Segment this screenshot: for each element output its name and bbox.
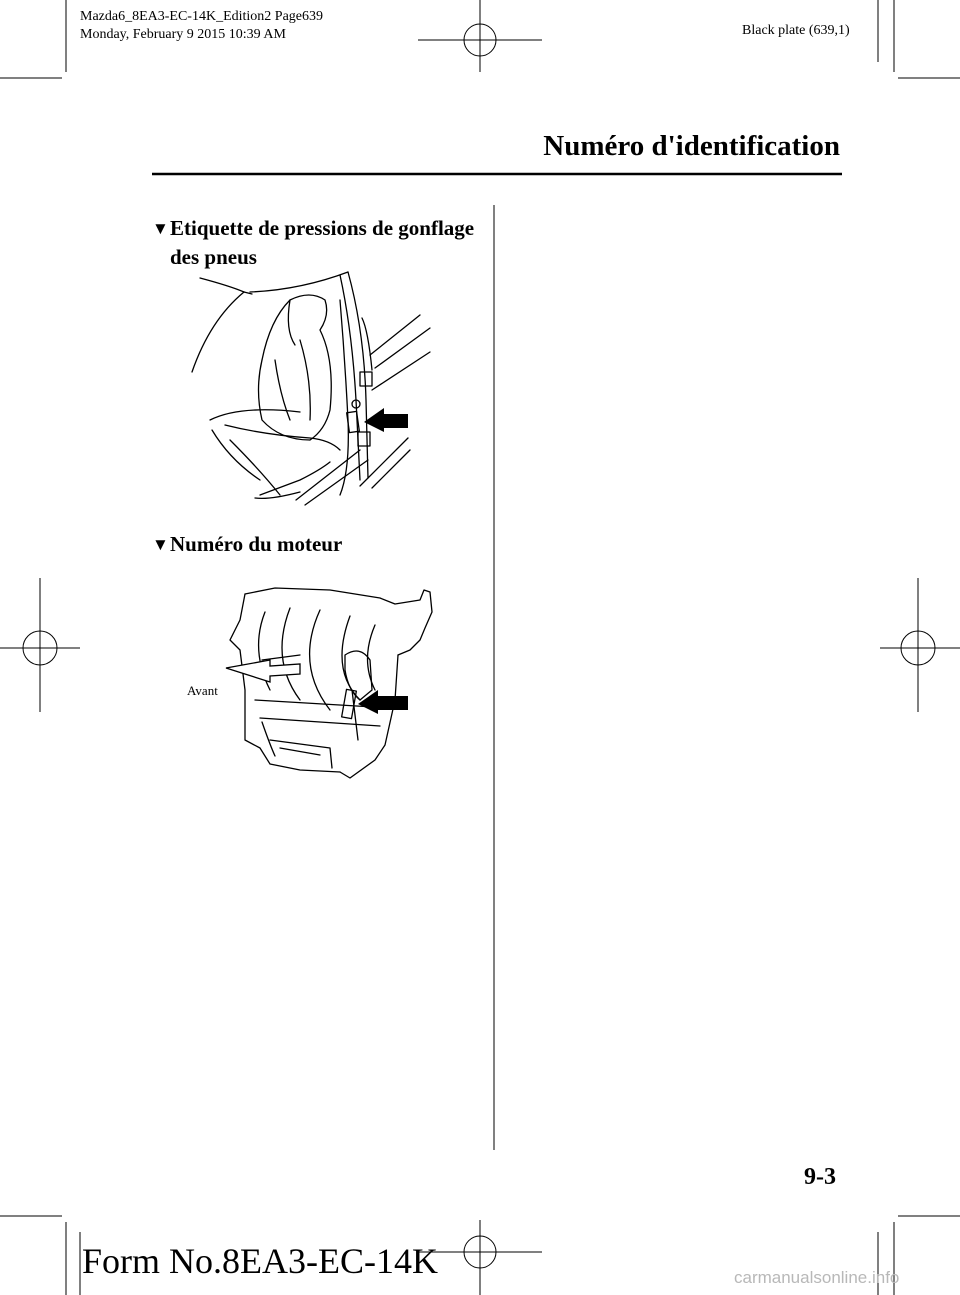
- file-date: Monday, February 9 2015 10:39 AM: [80, 27, 286, 42]
- triangle-down-icon: ▼: [152, 219, 169, 238]
- file-name: Mazda6_8EA3-EC-14K_Edition2 Page639: [80, 9, 324, 24]
- page-number: 9-3: [804, 1164, 836, 1190]
- heading-tire-pressure-line2: des pneus: [170, 245, 257, 269]
- section-title: Numéro d'identification: [543, 130, 840, 162]
- heading-tire-pressure-line1: Etiquette de pressions de gonflage: [170, 216, 475, 240]
- direction-label: Avant: [187, 683, 218, 698]
- heading-engine-number-line1: Numéro du moteur: [170, 532, 343, 556]
- form-number: Form No.8EA3-EC-14K: [82, 1241, 438, 1281]
- triangle-down-icon: ▼: [152, 535, 169, 554]
- watermark: carmanualsonline.info: [734, 1268, 900, 1287]
- plate-info: Black plate (639,1): [742, 23, 850, 38]
